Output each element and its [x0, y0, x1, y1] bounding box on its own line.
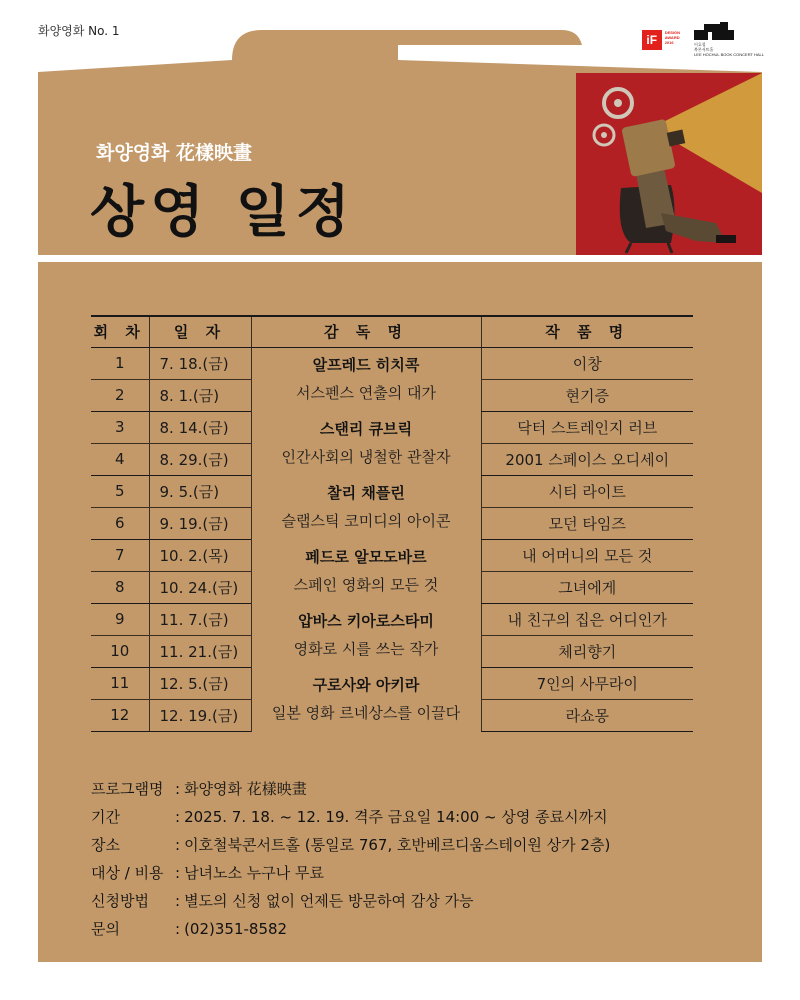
projector-man-illustration: [576, 73, 762, 255]
director-cell: [251, 347, 481, 411]
info-label: 장소: [91, 836, 120, 854]
info-value: 별도의 신청 없이 언제든 방문하여 감상 가능: [184, 892, 474, 910]
info-value: (02)351-8582: [184, 920, 288, 938]
screening-date: 11. 21.(금): [149, 635, 251, 667]
director-cell: [251, 603, 481, 667]
director-description: 인간사회의 냉철한 관찰자: [281, 448, 451, 466]
info-row-period: 기간 : 2025. 7. 18. ~ 12. 19. 격주 금요일 14:00 ~ 상영 종료시까지: [91, 803, 610, 831]
screening-date: 8. 29.(금): [149, 443, 251, 475]
film-title: 2001 스페이스 오디세이: [481, 443, 693, 475]
if-caption: DESIGN AWARD 2016: [664, 29, 681, 45]
table-header-row: [91, 316, 693, 347]
info-row-apply: 신청방법 : 별도의 신청 없이 언제든 방문하여 감상 가능: [91, 887, 610, 915]
round-number: 9: [91, 603, 149, 635]
screening-date: 10. 24.(금): [149, 571, 251, 603]
director-cell: [251, 539, 481, 603]
round-number: 11: [91, 667, 149, 699]
round-number: 6: [91, 507, 149, 539]
film-title: 내 어머니의 모든 것: [481, 539, 693, 571]
director-name: 페드로 알모도바르: [305, 548, 427, 566]
director-name: 압바스 키아로스타미: [298, 612, 434, 630]
round-number: 1: [91, 347, 149, 379]
film-title: 그녀에게: [481, 571, 693, 603]
table-row: [91, 539, 693, 571]
table-row: [91, 475, 693, 507]
table-row: [91, 603, 693, 635]
program-info: [91, 775, 610, 943]
header-work: 작 품 명: [481, 316, 693, 347]
director-description: 슬랩스틱 코미디의 아이콘: [281, 512, 451, 530]
screening-date: 8. 14.(금): [149, 411, 251, 443]
info-row-program: 프로그램명 : 화양영화 花樣映畫: [91, 775, 610, 803]
table-row: [91, 411, 693, 443]
table-row: [91, 667, 693, 699]
round-number: 4: [91, 443, 149, 475]
screening-date: 12. 5.(금): [149, 667, 251, 699]
round-number: 5: [91, 475, 149, 507]
schedule-table: [91, 315, 693, 732]
screening-date: 10. 2.(목): [149, 539, 251, 571]
film-title: 라쇼몽: [481, 699, 693, 731]
film-title: 이창: [481, 347, 693, 379]
screening-date: 12. 19.(금): [149, 699, 251, 731]
header-director: 감 독 명: [251, 316, 481, 347]
info-value: 2025. 7. 18. ~ 12. 19. 격주 금요일 14:00 ~ 상영 종료시까지: [184, 808, 608, 826]
round-number: 7: [91, 539, 149, 571]
director-description: 서스펜스 연출의 대가: [296, 384, 436, 403]
screening-date: 11. 7.(금): [149, 603, 251, 635]
director-description: 일본 영화 르네상스를 이끌다: [271, 704, 461, 722]
director-name: 구로사와 아키라: [312, 676, 420, 694]
round-number: 10: [91, 635, 149, 667]
round-number: 3: [91, 411, 149, 443]
table-row: [91, 347, 693, 379]
round-number: 2: [91, 379, 149, 411]
film-title: 모던 타임즈: [481, 507, 693, 539]
director-name: 알프레드 히치콕: [312, 356, 420, 375]
round-number: 12: [91, 699, 149, 731]
info-label: 신청방법: [91, 892, 149, 910]
round-number: 8: [91, 571, 149, 603]
director-description: 스페인 영화의 모든 것: [293, 576, 439, 594]
info-row-audience: 대상 / 비용 : 남녀노소 누구나 무료: [91, 859, 610, 887]
info-value: 남녀노소 누구나 무료: [184, 864, 325, 882]
info-row-contact: 문의 : (02)351-8582: [91, 915, 610, 943]
info-label: 프로그램명: [91, 780, 164, 798]
director-cell: [251, 475, 481, 539]
director-name: 스탠리 큐브릭: [319, 420, 413, 438]
director-description: 영화로 시를 쓰는 작가: [293, 640, 439, 658]
screening-date: 8. 1.(금): [149, 379, 251, 411]
film-title: 닥터 스트레인지 러브: [481, 411, 693, 443]
director-cell: [251, 667, 481, 731]
if-mark: iF: [642, 30, 662, 50]
header-round: 회 차: [91, 316, 149, 347]
hall-caption: 이호철 북콘서트홀 LEE HOCHUL BOOK CONCERT HALL: [694, 42, 764, 57]
info-value: 이호철북콘서트홀 (통일로 767, 호반베르디움스테이원 상가 2층): [184, 836, 611, 854]
info-label: 대상 / 비용: [91, 864, 164, 882]
screening-date: 9. 5.(금): [149, 475, 251, 507]
series-label: 화양영화 No. 1: [38, 24, 120, 38]
page-title: 상영 일정: [90, 180, 356, 245]
film-title: 현기증: [481, 379, 693, 411]
director-cell: [251, 411, 481, 475]
info-label: 문의: [91, 920, 120, 938]
film-title: 7인의 사무라이: [481, 667, 693, 699]
info-label: 기간: [91, 808, 120, 826]
film-title: 체리향기: [481, 635, 693, 667]
info-value: 화양영화 花樣映畫: [184, 780, 307, 798]
film-title: 시티 라이트: [481, 475, 693, 507]
director-name: 찰리 채플린: [327, 484, 405, 502]
screening-date: 9. 19.(금): [149, 507, 251, 539]
program-subtitle: 화양영화 花樣映畫: [96, 142, 253, 164]
header-date: 일 자: [149, 316, 251, 347]
info-row-venue: 장소 : 이호철북콘서트홀 (통일로 767, 호반베르디움스테이원 상가 2층): [91, 831, 610, 859]
screening-date: 7. 18.(금): [149, 347, 251, 379]
film-title: 내 친구의 집은 어디인가: [481, 603, 693, 635]
